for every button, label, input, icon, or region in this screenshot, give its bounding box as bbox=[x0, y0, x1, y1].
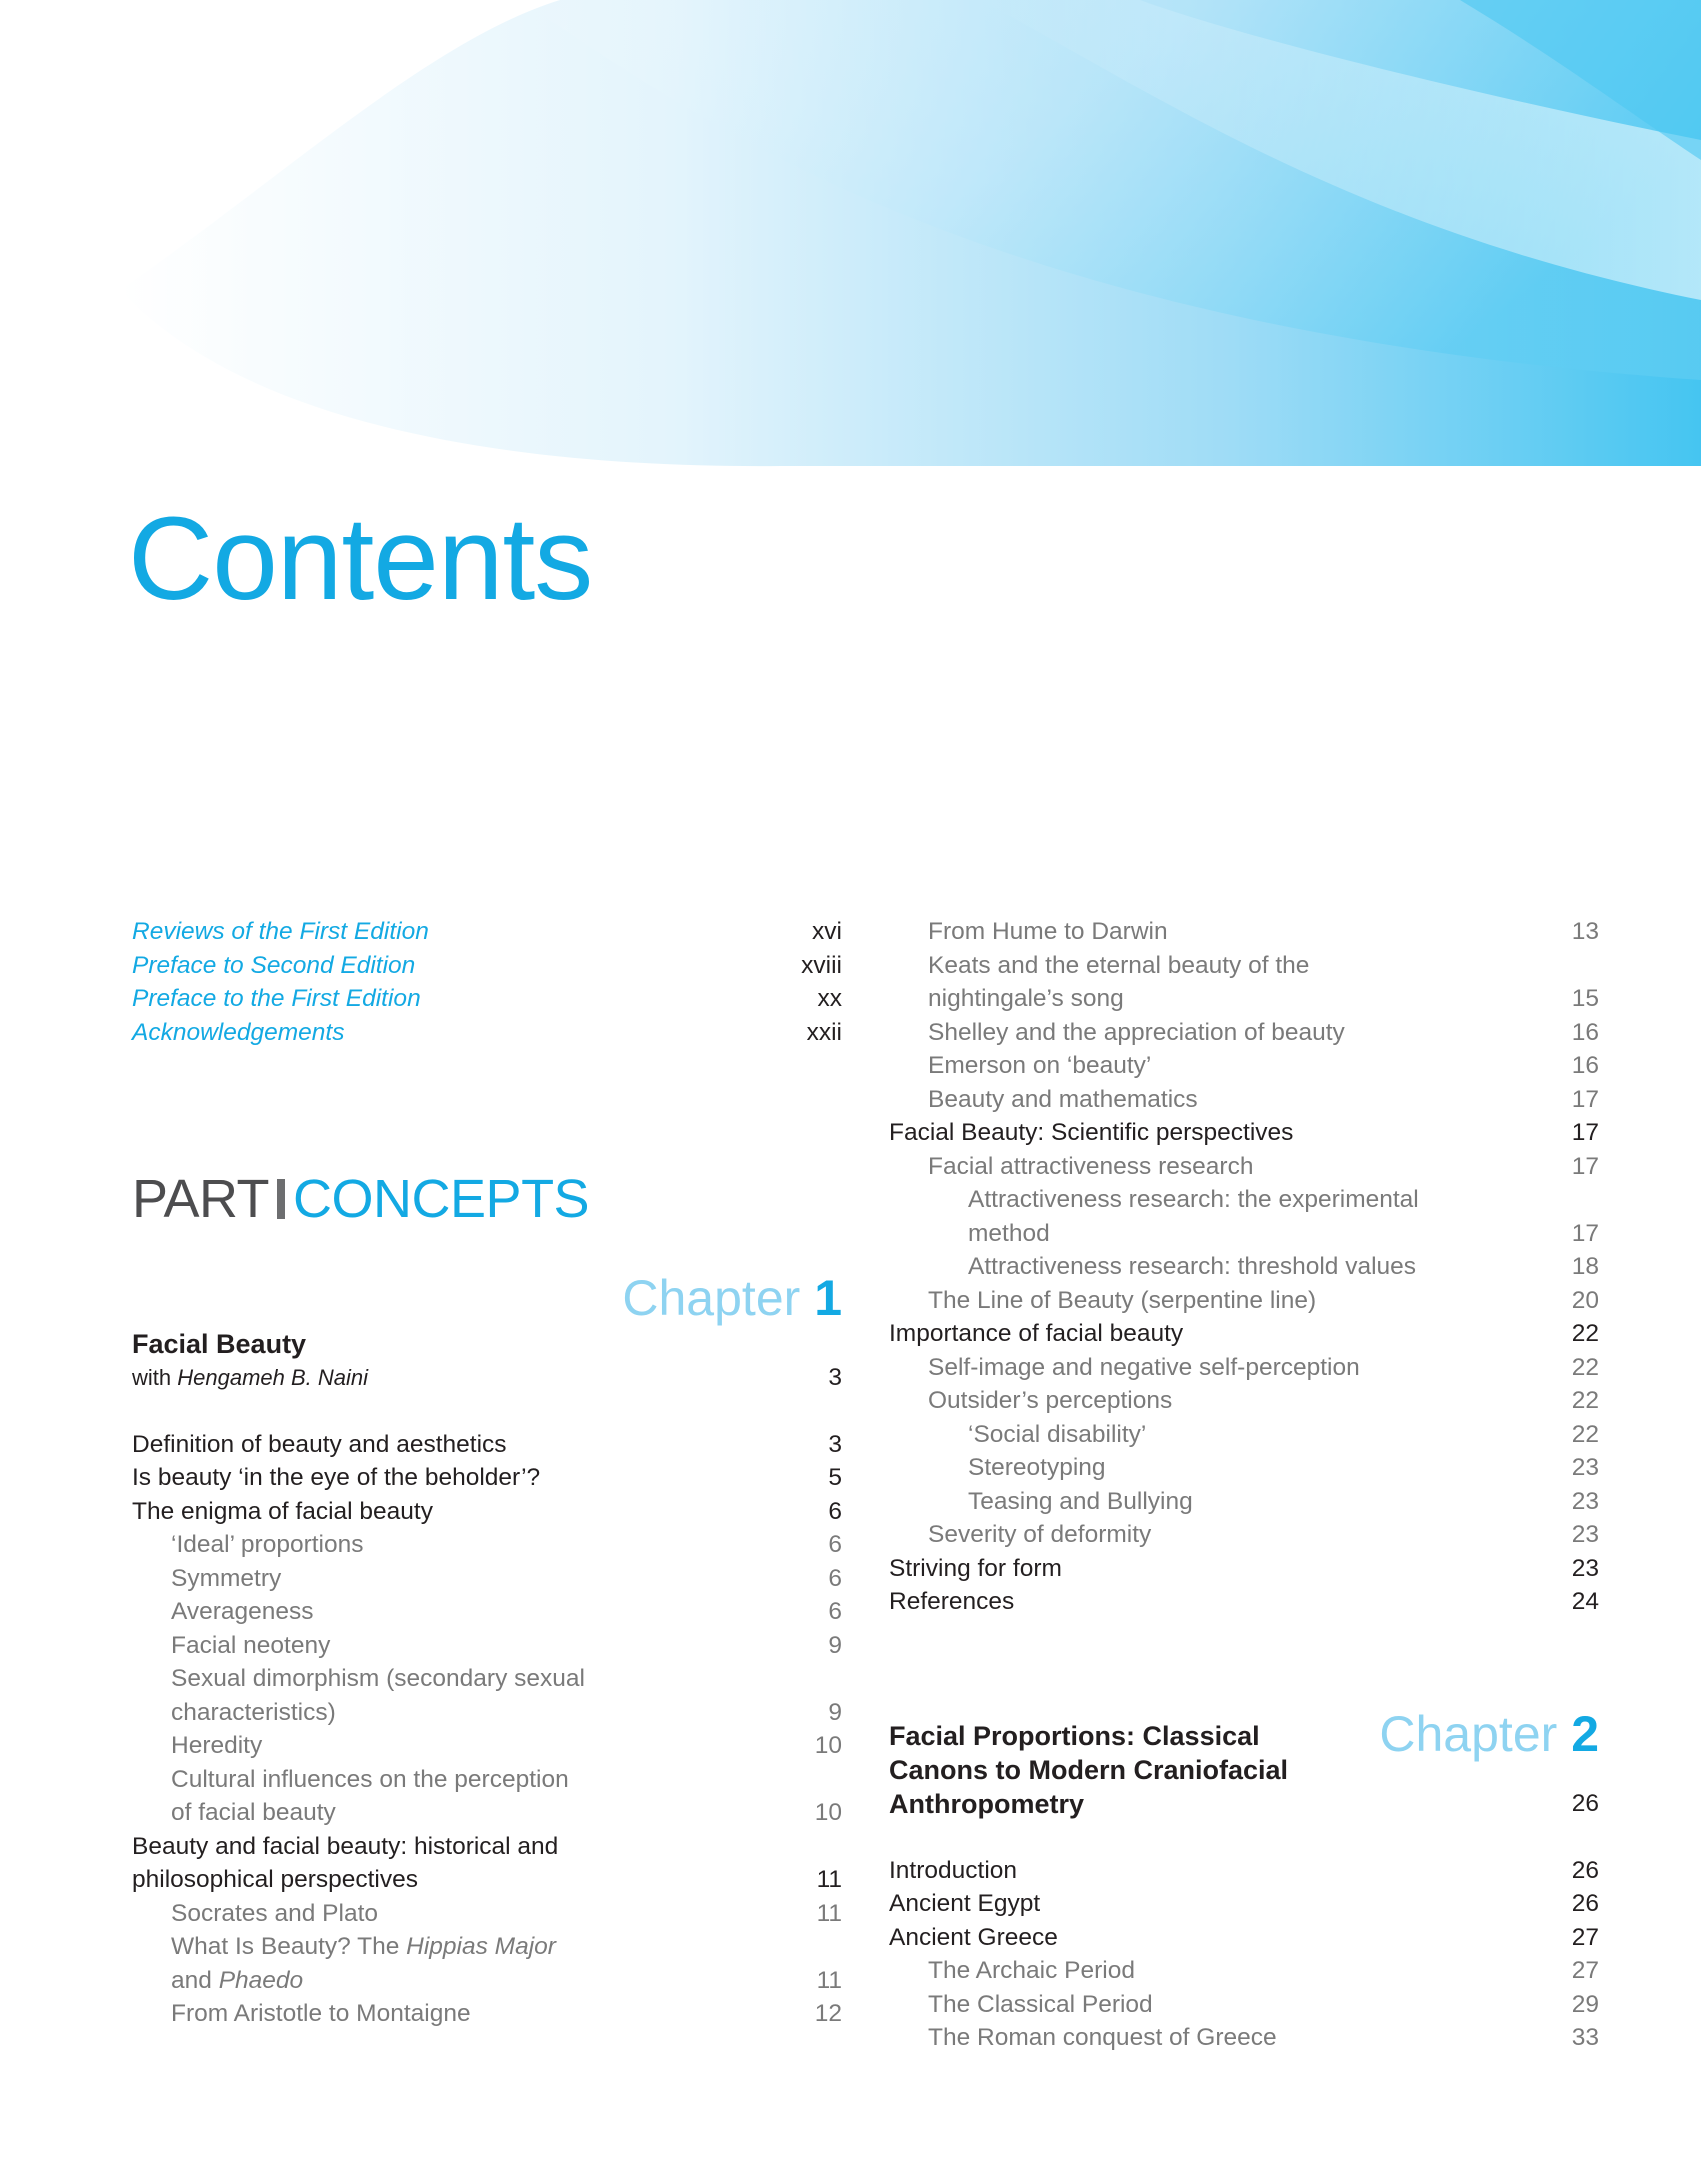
toc-entry-title: Introduction bbox=[889, 1856, 1018, 1884]
toc-entry-title: Symmetry bbox=[171, 1564, 282, 1592]
toc-entry[interactable] bbox=[889, 1418, 1599, 1452]
toc-entry[interactable] bbox=[889, 1954, 1599, 1988]
toc-entry[interactable] bbox=[889, 1351, 1599, 1385]
toc-entry[interactable] bbox=[889, 1451, 1599, 1485]
toc-entry-page: 27 bbox=[1571, 1957, 1599, 1984]
toc-entry-title: Outsider’s perceptions bbox=[928, 1387, 1173, 1414]
toc-entry-title: Heredity bbox=[171, 1732, 263, 1759]
toc-entry[interactable] bbox=[889, 1921, 1599, 1955]
chapter-1-entries-left bbox=[132, 1428, 842, 1931]
toc-entry-preface-first[interactable]: Preface to the First Edition xx bbox=[132, 985, 842, 1012]
toc-entry-title: Cultural influences on the perception bbox=[171, 1765, 569, 1793]
part-heading bbox=[132, 1169, 842, 1229]
toc-entry-page: 23 bbox=[1571, 1487, 1599, 1515]
toc-entry-title: Severity of deformity bbox=[928, 1521, 1152, 1548]
toc-entry-page: 17 bbox=[1571, 1119, 1599, 1146]
toc-entry-page: 17 bbox=[1571, 1085, 1599, 1113]
toc-entry[interactable] bbox=[889, 915, 1599, 949]
chapter-2-title-line-1[interactable]: Facial Proportions: Classical bbox=[889, 1720, 1260, 1751]
toc-entry-preface-second[interactable]: Preface to Second Edition xviii bbox=[132, 951, 842, 979]
part-label: PART bbox=[132, 1169, 270, 1229]
toc-entry-title: The enigma of facial beauty bbox=[132, 1497, 433, 1525]
toc-entry-page: 15 bbox=[1571, 985, 1599, 1012]
toc-entry-page: 6 bbox=[828, 1564, 842, 1592]
toc-entry-page: 23 bbox=[1571, 1521, 1599, 1548]
toc-entry-title: Attractiveness research: threshold values bbox=[968, 1253, 1417, 1280]
toc-entry-page: 26 bbox=[1571, 1856, 1599, 1884]
toc-entry[interactable]: What Is Beauty? The Hippias Major bbox=[171, 1933, 556, 1960]
toc-entry[interactable] bbox=[889, 1083, 1599, 1117]
toc-entry-title: Sexual dimorphism (secondary sexual bbox=[171, 1665, 585, 1692]
toc-entry-title: The Classical Period bbox=[928, 1990, 1153, 2018]
toc-entry[interactable] bbox=[889, 1250, 1599, 1284]
toc-entry[interactable] bbox=[132, 1897, 842, 1931]
toc-entry[interactable] bbox=[132, 1595, 842, 1629]
toc-entry[interactable] bbox=[889, 1384, 1599, 1418]
toc-entry-title: Stereotyping bbox=[968, 1454, 1106, 1481]
toc-entry[interactable] bbox=[132, 1863, 842, 1897]
toc-entry-title: of facial beauty bbox=[171, 1799, 336, 1826]
toc-entry-title: nightingale’s song bbox=[928, 985, 1124, 1012]
toc-entry[interactable]: and Phaedo 11 bbox=[171, 1966, 842, 1994]
toc-entry-title: Facial Beauty: Scientific perspectives bbox=[889, 1119, 1294, 1146]
chapter-2-block bbox=[889, 1705, 1599, 2055]
toc-right-column bbox=[889, 915, 1599, 2055]
page-title: Contents bbox=[128, 493, 593, 625]
toc-entry[interactable] bbox=[889, 1854, 1599, 1888]
toc-entry-page: 24 bbox=[1571, 1588, 1599, 1615]
toc-entry-page: 29 bbox=[1571, 1990, 1599, 2018]
toc-entry-page: 17 bbox=[1571, 1219, 1599, 1247]
blue-wave-graphic bbox=[0, 0, 1701, 470]
toc-entry-title: Emerson on ‘beauty’ bbox=[928, 1052, 1152, 1079]
toc-entry[interactable] bbox=[889, 1116, 1599, 1150]
toc-entry-page: 13 bbox=[1571, 918, 1599, 945]
toc-entry-page: 26 bbox=[1571, 1890, 1599, 1917]
toc-entry-title: The Roman conquest of Greece bbox=[928, 2024, 1277, 2051]
toc-entry-title: ‘Social disability’ bbox=[968, 1420, 1147, 1448]
toc-entry[interactable] bbox=[889, 1049, 1599, 1083]
part-name: CONCEPTS bbox=[293, 1169, 590, 1229]
toc-entry-title: philosophical perspectives bbox=[132, 1866, 418, 1893]
toc-entry[interactable] bbox=[889, 949, 1599, 983]
toc-entry-title: Beauty and mathematics bbox=[928, 1085, 1198, 1113]
chapter-1-entries-left-tail bbox=[132, 1997, 842, 2031]
toc-entry[interactable] bbox=[889, 1485, 1599, 1519]
toc-entry-title: References bbox=[889, 1588, 1015, 1615]
toc-entry-title: From Hume to Darwin bbox=[928, 918, 1168, 945]
toc-entry[interactable] bbox=[889, 982, 1599, 1016]
toc-entry[interactable] bbox=[132, 1830, 842, 1864]
chapter-2-label: Chapter 2 bbox=[1379, 1705, 1599, 1762]
toc-entry[interactable] bbox=[132, 1763, 842, 1797]
toc-entry-page: 12 bbox=[814, 2000, 842, 2027]
toc-entry[interactable] bbox=[132, 1562, 842, 1596]
toc-entry[interactable] bbox=[889, 1518, 1599, 1552]
toc-entry[interactable] bbox=[132, 1528, 842, 1562]
toc-entry-page: 10 bbox=[814, 1732, 842, 1759]
toc-entry[interactable] bbox=[132, 1428, 842, 1462]
toc-entry[interactable] bbox=[889, 2021, 1599, 2055]
toc-entry-title: From Aristotle to Montaigne bbox=[171, 2000, 471, 2027]
toc-entry-title: Importance of facial beauty bbox=[889, 1320, 1184, 1347]
toc-entry-page: 11 bbox=[816, 1866, 842, 1893]
toc-entry[interactable] bbox=[889, 1284, 1599, 1318]
chapter-1-label: Chapter 1 bbox=[622, 1270, 842, 1326]
toc-entry[interactable] bbox=[889, 1887, 1599, 1921]
chapter-2-title-line-3[interactable]: Anthropometry 26 bbox=[889, 1788, 1599, 1819]
toc-entry-title: Shelley and the appreciation of beauty bbox=[928, 1018, 1345, 1046]
toc-entry-page: 18 bbox=[1571, 1253, 1599, 1280]
toc-entry-page: 22 bbox=[1571, 1387, 1599, 1414]
toc-entry-title: Attractiveness research: the experimental bbox=[968, 1186, 1419, 1213]
toc-entry-page: 16 bbox=[1571, 1052, 1599, 1079]
toc-entry-title: Ancient Egypt bbox=[889, 1890, 1041, 1917]
toc-entry[interactable] bbox=[132, 1461, 842, 1495]
toc-entry-page: 22 bbox=[1571, 1353, 1599, 1381]
toc-entry-reviews[interactable]: Reviews of the First Edition xvi bbox=[132, 918, 842, 945]
toc-entry[interactable] bbox=[132, 1729, 842, 1763]
toc-entry-page: 6 bbox=[828, 1598, 842, 1625]
toc-entry-title: Keats and the eternal beauty of the bbox=[928, 951, 1310, 979]
toc-entry-title: method bbox=[968, 1219, 1050, 1247]
toc-entry[interactable] bbox=[889, 1016, 1599, 1050]
toc-entry-page: 23 bbox=[1571, 1454, 1599, 1481]
header-banner bbox=[0, 0, 1701, 470]
toc-entry-page: 16 bbox=[1571, 1018, 1599, 1046]
toc-entry[interactable] bbox=[889, 1317, 1599, 1351]
toc-entry[interactable] bbox=[132, 1629, 842, 1663]
toc-entry-page: 11 bbox=[816, 1899, 842, 1927]
part-divider bbox=[277, 1179, 285, 1219]
toc-entry[interactable] bbox=[132, 1997, 842, 2031]
toc-entry-title: Definition of beauty and aesthetics bbox=[132, 1430, 507, 1458]
toc-entry[interactable] bbox=[889, 1217, 1599, 1251]
toc-entry[interactable] bbox=[132, 1495, 842, 1529]
front-matter-list bbox=[132, 915, 842, 1049]
toc-entry-acknowledgements[interactable]: Acknowledgements xxii bbox=[132, 1018, 842, 1046]
toc-entry[interactable] bbox=[889, 1552, 1599, 1586]
toc-entry-title: The Line of Beauty (serpentine line) bbox=[928, 1286, 1317, 1314]
toc-entry-title: Facial neoteny bbox=[171, 1631, 331, 1659]
toc-entry-page: 27 bbox=[1571, 1923, 1599, 1951]
toc-entry-page: 5 bbox=[828, 1464, 842, 1491]
toc-entry-title: Self-image and negative self-perception bbox=[928, 1353, 1360, 1381]
toc-entry-page: 3 bbox=[828, 1430, 842, 1458]
toc-entry-page: 6 bbox=[828, 1531, 842, 1558]
toc-entry-title: Striving for form bbox=[889, 1554, 1062, 1582]
toc-entry-title: Beauty and facial beauty: historical and bbox=[132, 1832, 559, 1860]
toc-entry-title: The Archaic Period bbox=[928, 1957, 1135, 1984]
toc-entry[interactable] bbox=[889, 1585, 1599, 1619]
toc-entry-title: Socrates and Plato bbox=[171, 1899, 379, 1927]
chapter-1-byline: with Hengameh B. Naini 3 bbox=[132, 1364, 842, 1391]
toc-entry-title: ‘Ideal’ proportions bbox=[171, 1531, 364, 1558]
toc-entry-page: 9 bbox=[828, 1631, 842, 1659]
toc-entry-title: Is beauty ‘in the eye of the beholder’? bbox=[132, 1464, 541, 1491]
toc-entry-title: characteristics) bbox=[171, 1698, 336, 1726]
toc-entry-title: Ancient Greece bbox=[889, 1923, 1058, 1951]
toc-entry[interactable] bbox=[889, 1988, 1599, 2022]
toc-entry-page: 22 bbox=[1571, 1320, 1599, 1347]
chapter-2-entries bbox=[889, 1854, 1599, 2055]
toc-entry-page: 17 bbox=[1571, 1152, 1599, 1180]
toc-entry[interactable] bbox=[132, 1662, 842, 1696]
toc-entry-page: 10 bbox=[814, 1799, 842, 1826]
toc-entry-page: 22 bbox=[1571, 1420, 1599, 1448]
toc-left-column bbox=[132, 915, 842, 2031]
toc-entry-page: 23 bbox=[1571, 1554, 1599, 1582]
toc-entry-title: Facial attractiveness research bbox=[928, 1152, 1254, 1180]
toc-entry-page: 33 bbox=[1571, 2024, 1599, 2051]
toc-entry-page: 6 bbox=[828, 1497, 842, 1525]
toc-entry-page: 9 bbox=[828, 1698, 842, 1726]
toc-entry[interactable] bbox=[889, 1183, 1599, 1217]
chapter-2-title-line-2[interactable]: Canons to Modern Craniofacial bbox=[889, 1754, 1289, 1785]
chapter-1-title[interactable]: Facial Beauty bbox=[132, 1329, 307, 1359]
toc-entry-page: 20 bbox=[1571, 1286, 1599, 1314]
toc-entry[interactable] bbox=[889, 1150, 1599, 1184]
toc-entry[interactable] bbox=[132, 1696, 842, 1730]
toc-entry-title: Averageness bbox=[171, 1598, 314, 1625]
toc-entry-title: Teasing and Bullying bbox=[968, 1487, 1193, 1515]
chapter-1-entries-right bbox=[889, 915, 1599, 1619]
toc-entry[interactable] bbox=[132, 1796, 842, 1830]
